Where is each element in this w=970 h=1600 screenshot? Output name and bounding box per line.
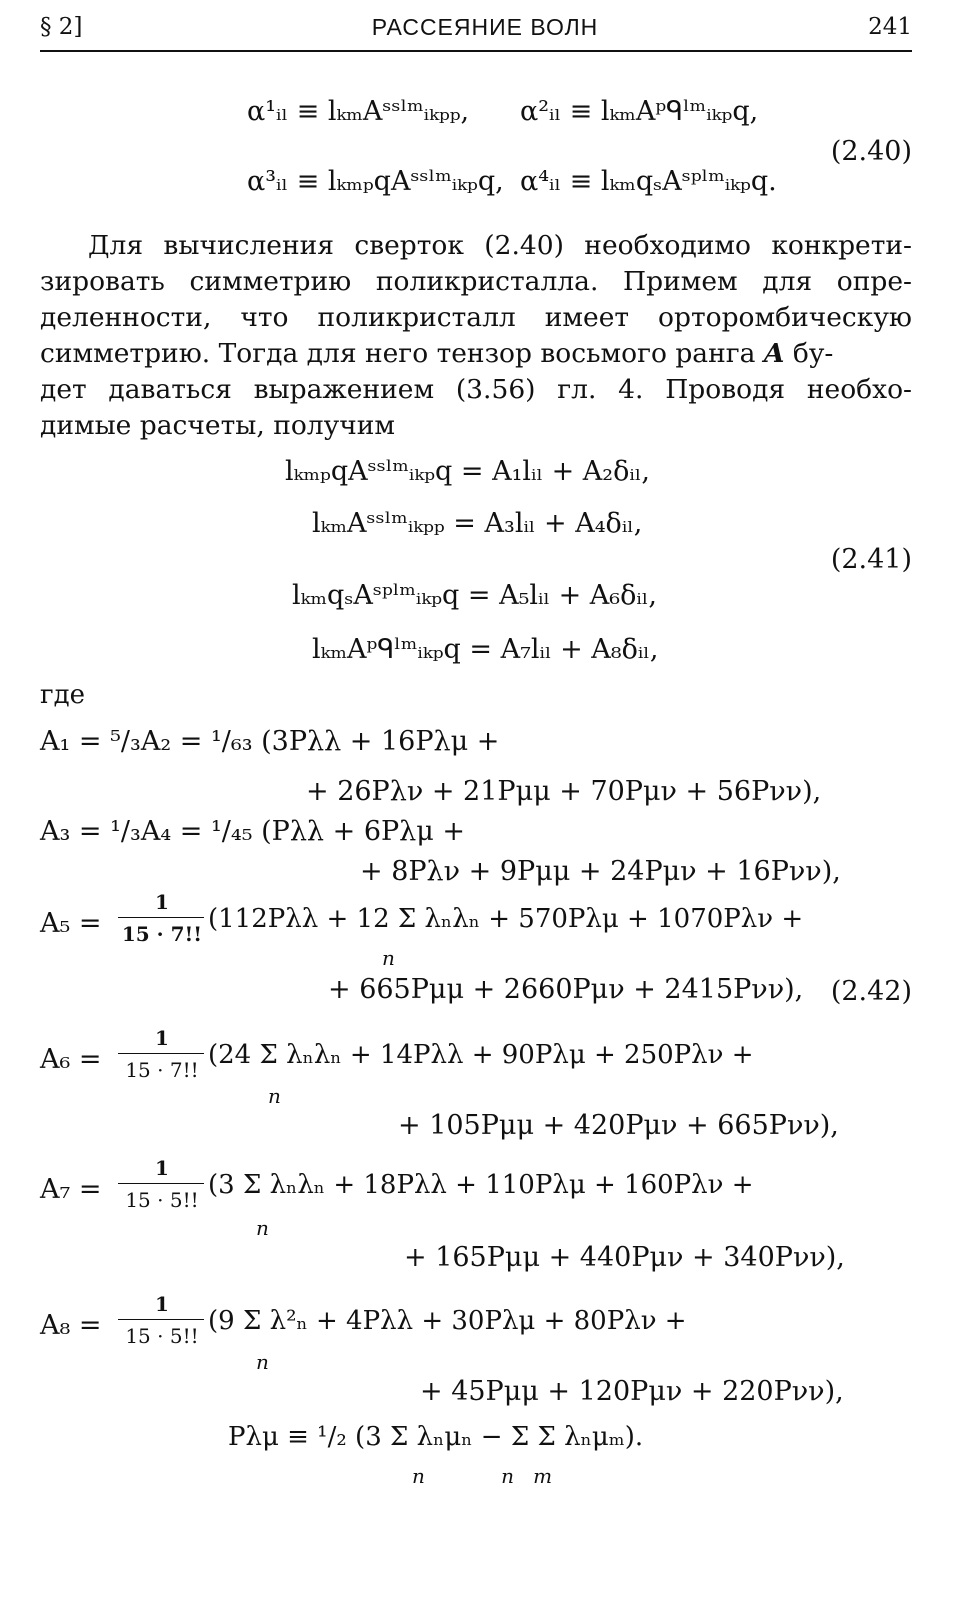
eq-A1-line-2: + 26Pλν + 21Pμμ + 70Pμν + 56Pνν), bbox=[306, 776, 822, 807]
eq-A6-line-2: + 105Pμμ + 420Pμν + 665Pνν), bbox=[398, 1110, 839, 1141]
eq-A1-line-1: A₁ = ⁵/₃A₂ = ¹/₆₃ (3Pλλ + 16Pλμ + bbox=[40, 726, 500, 757]
running-title: РАССЕЯНИЕ ВОЛН bbox=[371, 14, 599, 40]
eq-2-40-number: (2.40) bbox=[830, 136, 912, 167]
eq-2-41-row-3: lₖₘqₛAˢᵖˡᵐᵢₖₚq = A₅lᵢₗ + A₆δᵢₗ, bbox=[292, 580, 657, 611]
eq-A7-sum-index: n bbox=[256, 1216, 269, 1240]
paragraph-line-4-tail: бу- bbox=[792, 338, 834, 369]
eq-A7-line-2: + 165Pμμ + 440Pμν + 340Pνν), bbox=[404, 1242, 845, 1273]
paragraph-line-4 bbox=[40, 336, 912, 372]
eq-2-40-row1-right: α²ᵢₗ ≡ lₖₘAᵖᑫˡᵐᵢₖₚq, bbox=[520, 96, 759, 127]
eq-2-41-number: (2.41) bbox=[830, 544, 912, 575]
eq-P-definition: Pλμ ≡ ¹/₂ (3 Σ λₙμₙ − Σ Σ λₙμₘ). bbox=[228, 1422, 644, 1452]
eq-A6-line-1: (24 Σ λₙλₙ + 14Pλλ + 90Pλμ + 250Pλν + bbox=[208, 1040, 754, 1070]
eq-A6-sum-index: n bbox=[268, 1084, 281, 1108]
eq-2-41-row-1: lₖₘₚqAˢˢˡᵐᵢₖₚq = A₁lᵢₗ + A₂δᵢₗ, bbox=[285, 456, 650, 487]
paragraph-line-2: зировать симметрию поликристалла. Примем для опре- bbox=[40, 266, 912, 297]
paragraph-line-6: димые расчеты, получим bbox=[40, 410, 396, 441]
eq-A6-frac-bar bbox=[118, 1053, 204, 1054]
eq-A8-frac-den: 15 · 5!! bbox=[125, 1324, 199, 1348]
eq-2-41-row-2: lₖₘAˢˢˡᵐᵢₖₚₚ = A₃lᵢₗ + A₄δᵢₗ, bbox=[312, 508, 643, 539]
eq-A5-frac-num: 1 bbox=[155, 890, 169, 914]
eq-2-40-row2-right: α⁴ᵢₗ ≡ lₖₘqₛAˢᵖˡᵐᵢₖₚq. bbox=[520, 166, 777, 197]
eq-A6-frac-num: 1 bbox=[155, 1026, 169, 1050]
eq-A5-lhs: A₅ = bbox=[40, 908, 102, 939]
eq-A7-frac-den: 15 · 5!! bbox=[125, 1188, 199, 1212]
eq-A7-line-1: (3 Σ λₙλₙ + 18Pλλ + 110Pλμ + 160Pλν + bbox=[208, 1170, 754, 1200]
eq-A5-line-1: (112Pλλ + 12 Σ λₙλₙ + 570Pλμ + 1070Pλν + bbox=[208, 904, 804, 934]
eq-A5-frac-bar bbox=[118, 917, 204, 918]
eq-A7-lhs: A₇ = bbox=[40, 1174, 102, 1205]
eq-2-42-number: (2.42) bbox=[830, 976, 912, 1007]
eq-P-indices: n n m bbox=[412, 1464, 553, 1488]
eq-A3-line-1: A₃ = ¹/₃A₄ = ¹/₄₅ (Pλλ + 6Pλμ + bbox=[40, 816, 466, 847]
eq-A8-line-2: + 45Pμμ + 120Pμν + 220Pνν), bbox=[420, 1376, 844, 1407]
eq-A3-line-2: + 8Pλν + 9Pμμ + 24Pμν + 16Pνν), bbox=[360, 856, 841, 887]
eq-A5-line-2: + 665Pμμ + 2660Pμν + 2415Pνν), bbox=[328, 974, 804, 1005]
eq-2-40-row2-left: α³ᵢₗ ≡ lₖₘₚqAˢˢˡᵐᵢₖₚq, bbox=[247, 166, 504, 197]
where-word: где bbox=[40, 680, 86, 710]
paragraph-line-3: деленности, что поликристалл имеет орторомбическую bbox=[40, 302, 912, 333]
eq-A5-frac-den: 15 · 7!! bbox=[121, 922, 203, 946]
paragraph-line-4-text: симметрию. Тогда для него тензор восьмого ранга bbox=[40, 338, 756, 369]
eq-A8-lhs: A₈ = bbox=[40, 1310, 102, 1341]
eq-2-41-row-4: lₖₘAᵖᑫˡᵐᵢₖₚq = A₇lᵢₗ + A₈δᵢₗ, bbox=[312, 634, 659, 665]
eq-A6-lhs: A₆ = bbox=[40, 1044, 102, 1075]
eq-A7-frac-bar bbox=[118, 1183, 204, 1184]
eq-A7-frac-num: 1 bbox=[155, 1156, 169, 1180]
section-marker: § 2] bbox=[40, 14, 83, 40]
eq-A8-sum-index: n bbox=[256, 1350, 269, 1374]
eq-A6-frac-den: 15 · 7!! bbox=[125, 1058, 199, 1082]
header-rule bbox=[40, 50, 912, 52]
tensor-symbol: A bbox=[763, 338, 785, 369]
eq-A8-frac-num: 1 bbox=[155, 1292, 169, 1316]
eq-A8-line-1: (9 Σ λ²ₙ + 4Pλλ + 30Pλμ + 80Pλν + bbox=[208, 1306, 687, 1336]
paragraph-line-1: Для вычисления сверток (2.40) необходимо конкрети- bbox=[88, 230, 912, 261]
eq-2-40-row1-left: α¹ᵢₗ ≡ lₖₘAˢˢˡᵐᵢₖₚₚ, bbox=[247, 96, 470, 127]
paragraph-line-5: дет даваться выражением (3.56) гл. 4. Проводя необхо- bbox=[40, 374, 912, 405]
eq-A5-sum-index: n bbox=[382, 946, 395, 970]
page-number: 241 bbox=[868, 14, 912, 40]
eq-A8-frac-bar bbox=[118, 1319, 204, 1320]
